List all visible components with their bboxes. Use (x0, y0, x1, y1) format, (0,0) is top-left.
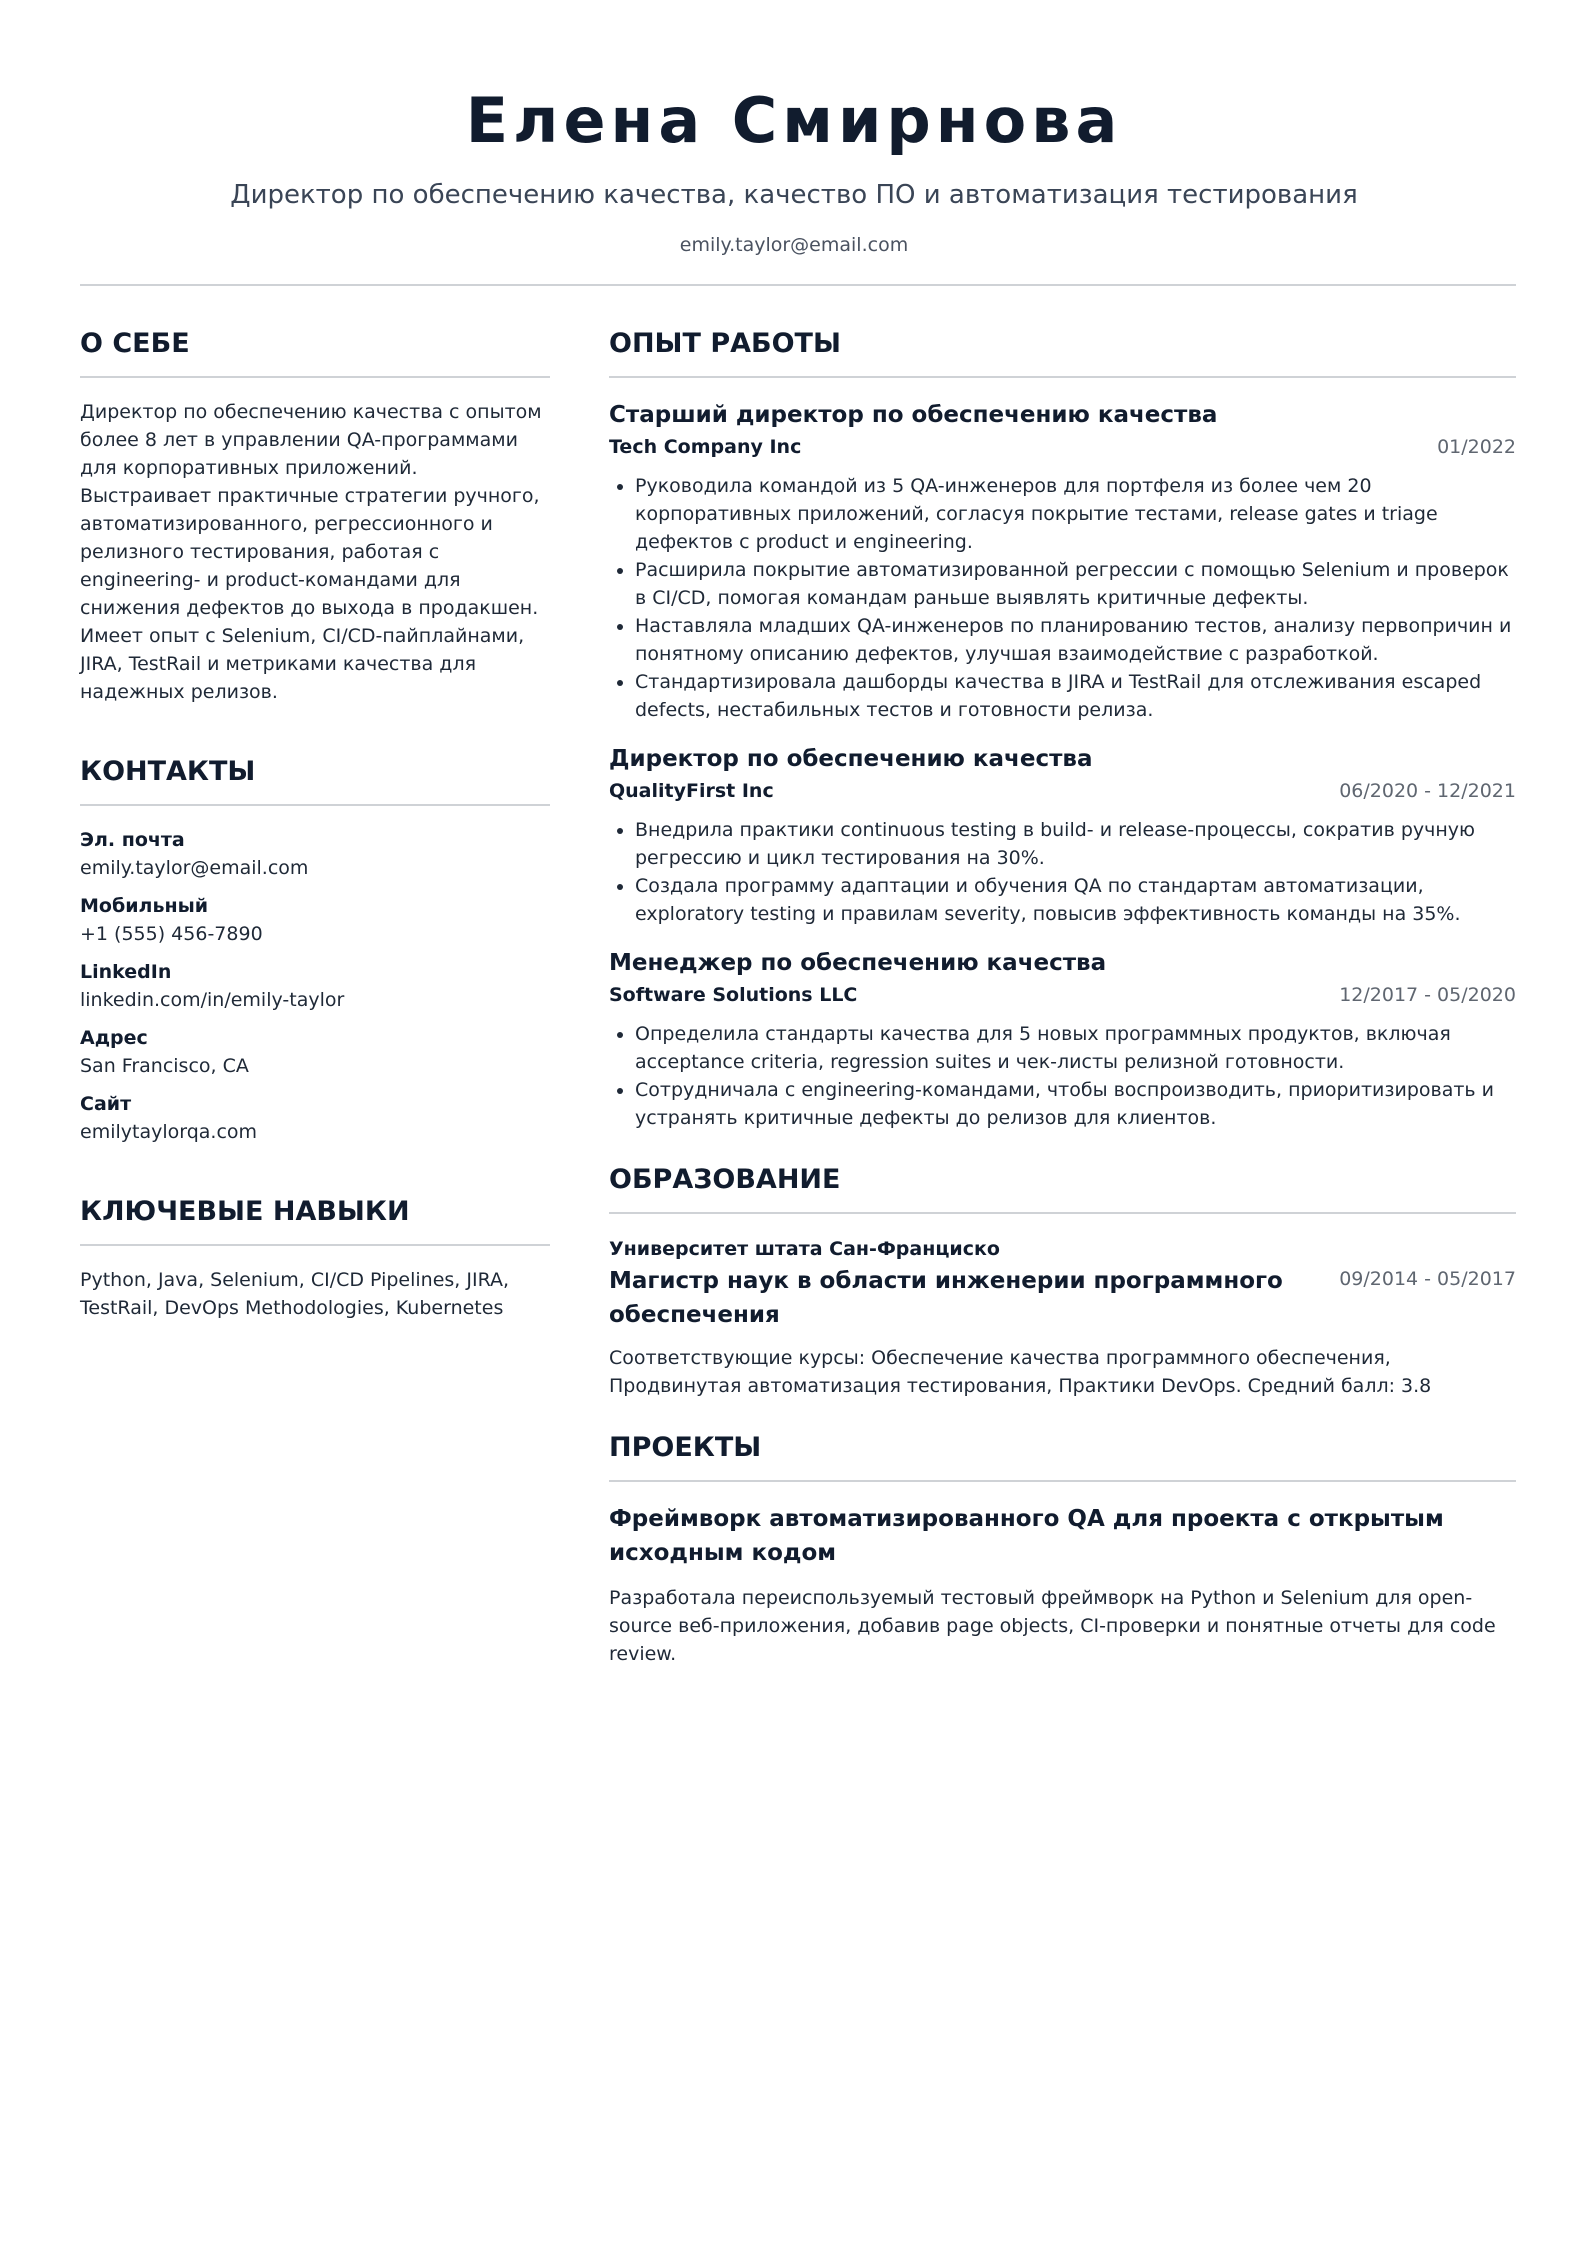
contact-address-value: San Francisco, CA (80, 1055, 249, 1077)
company-name: QualityFirst Inc (609, 780, 774, 802)
project-entry (609, 1502, 1516, 1668)
job-bullets (609, 1020, 1516, 1132)
job-bullet: • Внедрила практики continuous testing в build- и release-процессы, сократив ручную регрессию и цикл тестирования на 30%. (635, 816, 1516, 872)
about-heading: О СЕБЕ (80, 322, 550, 378)
contact-linkedin-value: linkedin.com/in/emily-taylor (80, 989, 345, 1011)
contact-email-value: emily.taylor@email.com (80, 857, 309, 879)
skills-text: Python, Java, Selenium, CI/CD Pipelines, JIRA, TestRail, DevOps Methodologies, Kubernetes (80, 1269, 510, 1319)
contacts-section (80, 750, 550, 1146)
contact-item (80, 826, 550, 882)
education-description: Соответствующие курсы: Обеспечение качества программного обеспечения, Продвинутая автоматизация тестирования, Практики DevOps. Средний балл: 3.8 (609, 1347, 1432, 1397)
job-bullet: • Расширила покрытие автоматизированной регрессии с помощью Selenium и проверок в CI/CD, помогая командам раньше выявлять критичные дефекты. (635, 556, 1516, 612)
job-bullet: • Наставляла младших QA-инженеров по планированию тестов, анализу первопричин и понятному описанию дефектов, улучшая взаимодействие с разработкой. (635, 612, 1516, 668)
contact-item (80, 1090, 550, 1146)
job-meta (609, 980, 1516, 1010)
job-title: Менеджер по обеспечению качества (609, 950, 1107, 976)
skills-heading: КЛЮЧЕВЫЕ НАВЫКИ (80, 1190, 550, 1246)
projects-heading: ПРОЕКТЫ (609, 1426, 1516, 1482)
contact-item (80, 892, 550, 948)
job-bullet: • Руководила командой из 5 QA-инженеров для портфеля из более чем 20 корпоративных приложений, согласуя покрытие тестами, release gates и triage дефектов с product и engineering. (635, 472, 1516, 556)
experience-section (609, 322, 1516, 1132)
company-name: Tech Company Inc (609, 436, 802, 458)
left-column (80, 322, 550, 1366)
job-bullet: • Сотрудничала с engineering-командами, чтобы воспроизводить, приоритизировать и устранять критичные дефекты до релизов для клиентов. (635, 1076, 1516, 1132)
project-description: Разработала переиспользуемый тестовый фреймворк на Python и Selenium для open-source веб-приложения, добавив page objects, CI-проверки и понятные отчеты для code review. (609, 1587, 1496, 1665)
contact-website-value: emilytaylorqa.com (80, 1121, 258, 1143)
right-column (609, 322, 1516, 1694)
job-meta (609, 432, 1516, 462)
job-bullet: • Определила стандарты качества для 5 новых программных продуктов, включая acceptance criteria, regression suites и чек-листы релизной готовности. (635, 1020, 1516, 1076)
experience-heading: ОПЫТ РАБОТЫ (609, 322, 1516, 378)
job-entry (609, 946, 1516, 1132)
contact-label: Адрес (80, 1027, 148, 1049)
job-title: Директор по обеспечению качества (609, 746, 1093, 772)
degree-title: Магистр наук в области инженерии программного обеспечения (609, 1268, 1283, 1328)
company-name: Software Solutions LLC (609, 984, 858, 1006)
job-bullet: • Стандартизировала дашборды качества в JIRA и TestRail для отслеживания escaped defects, нестабильных тестов и готовности релиза. (635, 668, 1516, 724)
contacts-heading: КОНТАКТЫ (80, 750, 550, 806)
job-bullet: • Создала программу адаптации и обучения QA по стандартам автоматизации, exploratory testing и правилам severity, повысив эффективность команды на 35%. (635, 872, 1516, 928)
job-dates: 06/2020 - 12/2021 (1339, 780, 1516, 802)
contact-phone-value: +1 (555) 456-7890 (80, 923, 263, 945)
about-text: Директор по обеспечению качества с опытом более 8 лет в управлении QA-программами для корпоративных приложений. Выстраивает практичные стратегии ручного, автоматизированного, регрессионного и релизного тестирования, работая с engineering- и product-командами для снижения дефектов до выхода в продакшен. Имеет опыт с Selenium, CI/CD-пайплайнами, JIRA, TestRail и метриками качества для надежных релизов. (80, 401, 542, 703)
skills-section (80, 1190, 550, 1322)
job-title: Старший директор по обеспечению качества (609, 402, 1218, 428)
education-heading: ОБРАЗОВАНИЕ (609, 1158, 1516, 1214)
resume-header (0, 0, 1588, 258)
job-dates: 01/2022 (1437, 436, 1516, 458)
about-section (80, 322, 550, 706)
project-title: Фреймворк автоматизированного QA для проекта с открытым исходным кодом (609, 1506, 1444, 1566)
job-dates: 12/2017 - 05/2020 (1339, 984, 1516, 1006)
job-entry (609, 742, 1516, 928)
job-entry (609, 398, 1516, 724)
header-divider (80, 284, 1516, 286)
school-name: Университет штата Сан-Франциско (609, 1238, 1000, 1260)
job-bullets (609, 472, 1516, 724)
contact-label: LinkedIn (80, 961, 172, 983)
education-section (609, 1158, 1516, 1400)
contact-label: Мобильный (80, 895, 209, 917)
header-email: emily.taylor@email.com (679, 234, 909, 256)
contact-label: Сайт (80, 1093, 132, 1115)
degree-row (609, 1264, 1516, 1332)
job-meta (609, 776, 1516, 806)
contact-label: Эл. почта (80, 829, 185, 851)
candidate-name: Елена Смирнова (465, 84, 1123, 157)
education-dates: 09/2014 - 05/2017 (1339, 1268, 1516, 1290)
projects-section (609, 1426, 1516, 1668)
job-bullets (609, 816, 1516, 928)
contact-item (80, 1024, 550, 1080)
contact-item (80, 958, 550, 1014)
candidate-title: Директор по обеспечению качества, качество ПО и автоматизация тестирования (230, 180, 1358, 210)
